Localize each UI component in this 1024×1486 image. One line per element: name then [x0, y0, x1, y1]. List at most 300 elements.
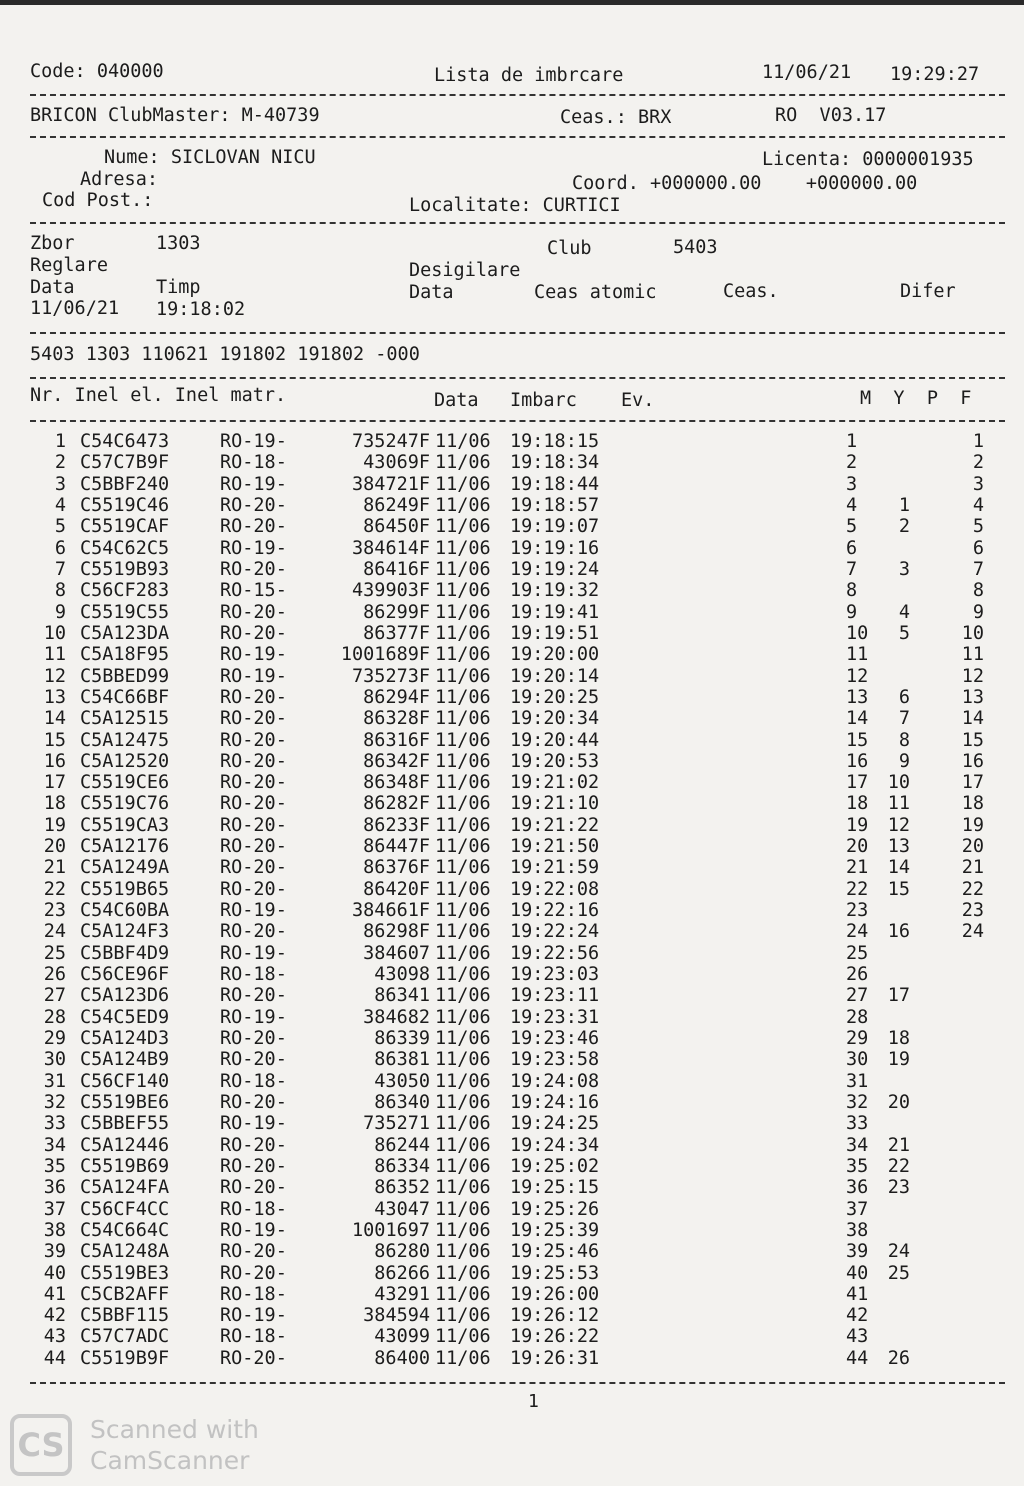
- ring-prefix: RO-19-: [220, 665, 287, 687]
- col-f: 3: [972, 473, 984, 495]
- electronic-ring: C5A12475: [80, 729, 170, 751]
- row-number: 44: [43, 1347, 66, 1369]
- table-row: [0, 1326, 1024, 1347]
- row-date: 11/06: [435, 665, 491, 687]
- row-time: 19:21:10: [510, 793, 600, 815]
- table-row: [0, 1284, 1024, 1305]
- ring-number: 86377F: [363, 622, 430, 644]
- ring-prefix: RO-20-: [220, 857, 287, 879]
- col-m: 29: [846, 1028, 869, 1049]
- col-m: 31: [846, 1070, 869, 1092]
- row-time: 19:21:02: [510, 772, 600, 794]
- ring-prefix: RO-20-: [220, 1347, 287, 1369]
- col-m: 12: [846, 665, 869, 687]
- electronic-ring: C5A12446: [80, 1134, 170, 1156]
- col-f: 4: [972, 495, 984, 516]
- column-header-left: Nr. Inel el. Inel matr.: [30, 385, 287, 406]
- table-row: [0, 580, 1024, 601]
- ring-number: 384594: [363, 1305, 430, 1327]
- table-row: [0, 623, 1024, 644]
- ring-number: 384721F: [352, 473, 430, 495]
- row-date: 11/06: [435, 473, 491, 495]
- row-time: 19:22:56: [510, 942, 600, 964]
- col-f: 10: [961, 622, 984, 644]
- ring-prefix: RO-20-: [220, 750, 287, 772]
- table-row: [0, 793, 1024, 814]
- electronic-ring: C5A12520: [80, 750, 170, 772]
- electronic-ring: C5A1249A: [80, 857, 170, 879]
- table-row: [0, 1028, 1024, 1049]
- row-number: 40: [43, 1262, 66, 1284]
- col-y: 22: [887, 1155, 910, 1177]
- clubmaster-id: BRICON ClubMaster: M-40739: [30, 105, 320, 126]
- row-date: 11/06: [435, 1262, 491, 1284]
- col-y: 13: [887, 836, 910, 858]
- table-row: [0, 943, 1024, 964]
- ring-number: 43098: [374, 964, 430, 985]
- row-number: 16: [43, 750, 66, 772]
- row-number: 43: [43, 1326, 66, 1348]
- table-row: [0, 879, 1024, 900]
- col-m: 20: [846, 836, 869, 858]
- print-date: 11/06/21: [762, 62, 852, 83]
- row-number: 21: [43, 857, 66, 879]
- zbor-label: Zbor: [30, 233, 75, 254]
- electronic-ring: C5519B93: [80, 558, 170, 580]
- row-time: 19:24:08: [510, 1070, 600, 1092]
- row-date: 11/06: [435, 1070, 491, 1092]
- row-time: 19:25:02: [510, 1155, 600, 1177]
- club-value: 5403: [673, 237, 718, 258]
- ring-number: 86299F: [363, 601, 430, 623]
- col-f: 17: [961, 772, 984, 794]
- col-m: 15: [846, 729, 869, 751]
- ring-number: 86249F: [363, 495, 430, 516]
- col-m: 34: [846, 1134, 869, 1156]
- row-number: 1: [54, 431, 66, 452]
- col-y: 1: [898, 495, 910, 516]
- row-time: 19:20:25: [510, 686, 600, 708]
- row-number: 33: [43, 1113, 66, 1135]
- col-m: 22: [846, 878, 869, 900]
- ring-number: 735273F: [352, 665, 430, 687]
- table-row: [0, 1348, 1024, 1369]
- electronic-ring: C5A12515: [80, 708, 170, 730]
- col-f: 14: [961, 708, 984, 730]
- ring-number: 86400: [374, 1347, 430, 1369]
- table-row: [0, 921, 1024, 942]
- camscanner-logo-icon: [10, 1414, 72, 1476]
- col-m: 9: [846, 601, 858, 623]
- row-date: 11/06: [435, 1006, 491, 1028]
- reglare-date: 11/06/21: [30, 298, 120, 319]
- ring-prefix: RO-20-: [220, 1091, 287, 1113]
- row-date: 11/06: [435, 452, 491, 474]
- table-row: [0, 474, 1024, 495]
- table-row: [0, 687, 1024, 708]
- ring-number: 86298F: [363, 921, 430, 943]
- row-time: 19:26:31: [510, 1347, 600, 1369]
- col-m: 44: [846, 1347, 869, 1369]
- col-m: 16: [846, 750, 869, 772]
- row-date: 11/06: [435, 1198, 491, 1220]
- ring-number: 86447F: [363, 836, 430, 858]
- row-date: 11/06: [435, 580, 491, 602]
- col-m: 28: [846, 1006, 869, 1028]
- col-f: 9: [972, 601, 984, 623]
- row-date: 11/06: [435, 431, 491, 452]
- ring-number: 735247F: [352, 431, 430, 452]
- row-date: 11/06: [435, 558, 491, 580]
- column-header-imbarc: Imbarc: [510, 390, 577, 411]
- ring-prefix: RO-19-: [220, 900, 287, 921]
- ring-number: 86342F: [363, 750, 430, 772]
- col-y: 26: [887, 1347, 910, 1369]
- ceas-atomic-label: Ceas atomic: [534, 282, 657, 303]
- col-m: 35: [846, 1155, 869, 1177]
- row-date: 11/06: [435, 1305, 491, 1327]
- row-number: 37: [43, 1198, 66, 1220]
- col-y: 11: [887, 793, 910, 815]
- row-date: 11/06: [435, 964, 491, 985]
- ring-prefix: RO-20-: [220, 558, 287, 580]
- col-y: 19: [887, 1049, 910, 1071]
- row-date: 11/06: [435, 1326, 491, 1348]
- row-time: 19:22:24: [510, 921, 600, 943]
- version-label: RO V03.17: [775, 105, 887, 126]
- table-row: [0, 815, 1024, 836]
- ring-number: 43099: [374, 1326, 430, 1348]
- ring-number: 86328F: [363, 708, 430, 730]
- ring-number: 86381: [374, 1049, 430, 1071]
- ring-number: 86348F: [363, 772, 430, 794]
- row-time: 19:26:22: [510, 1326, 600, 1348]
- col-m: 3: [846, 473, 858, 495]
- row-date: 11/06: [435, 516, 491, 538]
- col-y: 24: [887, 1241, 910, 1263]
- table-row: [0, 708, 1024, 729]
- ring-prefix: RO-19-: [220, 1113, 287, 1135]
- ring-prefix: RO-20-: [220, 878, 287, 900]
- col-f: 7: [972, 558, 984, 580]
- col-m: 11: [846, 644, 869, 666]
- col-y: 4: [898, 601, 910, 623]
- row-number: 35: [43, 1155, 66, 1177]
- row-time: 19:25:26: [510, 1198, 600, 1220]
- table-row: [0, 900, 1024, 921]
- timp-label: Timp: [156, 277, 201, 298]
- table-row: [0, 516, 1024, 537]
- table-row: [0, 1241, 1024, 1262]
- postal-code-label: Cod Post.:: [42, 190, 154, 211]
- electronic-ring: C5519C76: [80, 793, 170, 815]
- col-f: 11: [961, 644, 984, 666]
- ring-number: 86233F: [363, 814, 430, 836]
- electronic-ring: C5A124FA: [80, 1177, 170, 1199]
- electronic-ring: C56CF140: [80, 1070, 170, 1092]
- ring-number: 86280: [374, 1241, 430, 1263]
- col-f: 13: [961, 686, 984, 708]
- ring-prefix: RO-20-: [220, 985, 287, 1007]
- row-date: 11/06: [435, 878, 491, 900]
- table-row: [0, 1049, 1024, 1070]
- electronic-ring: C5519B69: [80, 1155, 170, 1177]
- ring-number: 384607: [363, 942, 430, 964]
- row-date: 11/06: [435, 644, 491, 666]
- reglare-time: 19:18:02: [156, 299, 246, 320]
- table-row: [0, 964, 1024, 985]
- table-row: [0, 772, 1024, 793]
- col-m: 33: [846, 1113, 869, 1135]
- col-m: 7: [846, 558, 858, 580]
- data-label: Data: [30, 277, 75, 298]
- ring-prefix: RO-20-: [220, 1177, 287, 1199]
- camscanner-watermark: [90, 1414, 259, 1476]
- row-date: 11/06: [435, 729, 491, 751]
- ring-prefix: RO-20-: [220, 1241, 287, 1263]
- col-f: 15: [961, 729, 984, 751]
- ring-number: 439903F: [352, 580, 430, 602]
- electronic-ring: C5A18F95: [80, 644, 170, 666]
- col-f: 16: [961, 750, 984, 772]
- row-time: 19:25:53: [510, 1262, 600, 1284]
- row-number: 42: [43, 1305, 66, 1327]
- row-date: 11/06: [435, 1028, 491, 1049]
- row-time: 19:26:12: [510, 1305, 600, 1327]
- ring-number: 86352: [374, 1177, 430, 1199]
- electronic-ring: C5A123D6: [80, 985, 170, 1007]
- col-m: 32: [846, 1091, 869, 1113]
- col-y: 14: [887, 857, 910, 879]
- col-y: 9: [898, 750, 910, 772]
- row-number: 12: [43, 665, 66, 687]
- table-row: [0, 1220, 1024, 1241]
- ring-prefix: RO-20-: [220, 1155, 287, 1177]
- ring-number: 86282F: [363, 793, 430, 815]
- row-time: 19:19:51: [510, 622, 600, 644]
- col-f: 6: [972, 537, 984, 559]
- licence-number: Licenta: 0000001935: [762, 149, 974, 170]
- col-m: 6: [846, 537, 858, 559]
- col-m: 36: [846, 1177, 869, 1199]
- row-time: 19:23:31: [510, 1006, 600, 1028]
- row-time: 19:19:32: [510, 580, 600, 602]
- col-m: 43: [846, 1326, 869, 1348]
- col-m: 23: [846, 900, 869, 921]
- ring-prefix: RO-18-: [220, 452, 287, 474]
- electronic-ring: C5519B65: [80, 878, 170, 900]
- table-row: [0, 1092, 1024, 1113]
- row-number: 26: [43, 964, 66, 985]
- electronic-ring: C56CE96F: [80, 964, 170, 985]
- col-y: 6: [898, 686, 910, 708]
- electronic-ring: C5BBED99: [80, 665, 170, 687]
- col-m: 21: [846, 857, 869, 879]
- ring-number: 86416F: [363, 558, 430, 580]
- ring-prefix: RO-20-: [220, 1049, 287, 1071]
- electronic-ring: C5519CAF: [80, 516, 170, 538]
- table-row: [0, 751, 1024, 772]
- row-time: 19:26:00: [510, 1283, 600, 1305]
- row-number: 18: [43, 793, 66, 815]
- row-date: 11/06: [435, 1283, 491, 1305]
- ring-number: 86334: [374, 1155, 430, 1177]
- electronic-ring: C54C66BF: [80, 686, 170, 708]
- print-time: 19:29:27: [890, 64, 980, 85]
- row-number: 38: [43, 1219, 66, 1241]
- ring-prefix: RO-20-: [220, 729, 287, 751]
- table-row: [0, 602, 1024, 623]
- divider: [30, 136, 1005, 138]
- ring-number: 86339: [374, 1028, 430, 1049]
- col-m: 39: [846, 1241, 869, 1263]
- row-number: 22: [43, 878, 66, 900]
- electronic-ring: C54C5ED9: [80, 1006, 170, 1028]
- ceas-label: Ceas.: BRX: [560, 107, 672, 128]
- electronic-ring: C5A12176: [80, 836, 170, 858]
- row-time: 19:21:50: [510, 836, 600, 858]
- col-m: 27: [846, 985, 869, 1007]
- row-number: 36: [43, 1177, 66, 1199]
- col-m: 5: [846, 516, 858, 538]
- electronic-ring: C5CB2AFF: [80, 1283, 170, 1305]
- electronic-ring: C5BBF4D9: [80, 942, 170, 964]
- row-date: 11/06: [435, 601, 491, 623]
- row-date: 11/06: [435, 836, 491, 858]
- row-number: 20: [43, 836, 66, 858]
- ring-number: 86376F: [363, 857, 430, 879]
- ring-number: 43291: [374, 1283, 430, 1305]
- row-time: 19:21:59: [510, 857, 600, 879]
- electronic-ring: C5519C55: [80, 601, 170, 623]
- row-time: 19:24:34: [510, 1134, 600, 1156]
- ring-prefix: RO-20-: [220, 601, 287, 623]
- table-row: [0, 495, 1024, 516]
- ring-prefix: RO-19-: [220, 1006, 287, 1028]
- ring-prefix: RO-18-: [220, 1070, 287, 1092]
- row-number: 3: [54, 473, 66, 495]
- ring-prefix: RO-20-: [220, 814, 287, 836]
- ring-number: 43050: [374, 1070, 430, 1092]
- col-y: 12: [887, 814, 910, 836]
- electronic-ring: C54C664C: [80, 1219, 170, 1241]
- row-date: 11/06: [435, 793, 491, 815]
- divider: [30, 420, 1005, 422]
- electronic-ring: C56CF4CC: [80, 1198, 170, 1220]
- table-row: [0, 1135, 1024, 1156]
- column-header-right: M Y P F: [860, 388, 972, 409]
- col-f: 21: [961, 857, 984, 879]
- row-time: 19:20:00: [510, 644, 600, 666]
- row-date: 11/06: [435, 537, 491, 559]
- table-row: [0, 836, 1024, 857]
- row-time: 19:19:16: [510, 537, 600, 559]
- ring-prefix: RO-19-: [220, 1305, 287, 1327]
- col-y: 5: [898, 622, 910, 644]
- row-date: 11/06: [435, 1155, 491, 1177]
- col-m: 40: [846, 1262, 869, 1284]
- col-m: 37: [846, 1198, 869, 1220]
- row-date: 11/06: [435, 1177, 491, 1199]
- electronic-ring: C57C7B9F: [80, 452, 170, 474]
- col-f: 23: [961, 900, 984, 921]
- ring-prefix: RO-20-: [220, 1028, 287, 1049]
- divider: [30, 222, 1005, 224]
- electronic-ring: C5A124B9: [80, 1049, 170, 1071]
- ring-number: 384614F: [352, 537, 430, 559]
- row-time: 19:22:16: [510, 900, 600, 921]
- col-y: 8: [898, 729, 910, 751]
- col-y: 15: [887, 878, 910, 900]
- col-f: 1: [972, 431, 984, 452]
- col-m: 19: [846, 814, 869, 836]
- col-m: 38: [846, 1219, 869, 1241]
- ring-prefix: RO-19-: [220, 473, 287, 495]
- col-m: 18: [846, 793, 869, 815]
- code-label: Code: 040000: [30, 61, 164, 82]
- electronic-ring: C5BBF115: [80, 1305, 170, 1327]
- row-time: 19:25:46: [510, 1241, 600, 1263]
- col-f: 20: [961, 836, 984, 858]
- row-number: 15: [43, 729, 66, 751]
- col-m: 41: [846, 1283, 869, 1305]
- col-y: 18: [887, 1028, 910, 1049]
- table-row: [0, 857, 1024, 878]
- row-number: 14: [43, 708, 66, 730]
- ceas-col-label: Ceas.: [723, 281, 779, 302]
- row-date: 11/06: [435, 750, 491, 772]
- col-f: 12: [961, 665, 984, 687]
- row-time: 19:24:25: [510, 1113, 600, 1135]
- col-m: 2: [846, 452, 858, 474]
- column-header-ev: Ev.: [621, 390, 655, 411]
- watermark-line-1: Scanned with: [90, 1415, 259, 1444]
- electronic-ring: C56CF283: [80, 580, 170, 602]
- document-title: Lista de imbrcare: [434, 65, 624, 86]
- ring-prefix: RO-20-: [220, 1134, 287, 1156]
- col-f: 2: [972, 452, 984, 474]
- electronic-ring: C5BBEF55: [80, 1113, 170, 1135]
- table-row: [0, 1071, 1024, 1092]
- row-time: 19:20:14: [510, 665, 600, 687]
- col-f: 24: [961, 921, 984, 943]
- row-number: 29: [43, 1028, 66, 1049]
- row-time: 19:20:44: [510, 729, 600, 751]
- row-date: 11/06: [435, 1241, 491, 1263]
- row-number: 34: [43, 1134, 66, 1156]
- data2-label: Data: [409, 282, 454, 303]
- electronic-ring: C5A124F3: [80, 921, 170, 943]
- row-date: 11/06: [435, 921, 491, 943]
- row-time: 19:24:16: [510, 1091, 600, 1113]
- col-y: 16: [887, 921, 910, 943]
- ring-number: 86340: [374, 1091, 430, 1113]
- ring-prefix: RO-20-: [220, 495, 287, 516]
- col-y: 3: [898, 558, 910, 580]
- row-number: 23: [43, 900, 66, 921]
- electronic-ring: C5A123DA: [80, 622, 170, 644]
- electronic-ring: C5A1248A: [80, 1241, 170, 1263]
- electronic-ring: C5519C46: [80, 495, 170, 516]
- row-date: 11/06: [435, 857, 491, 879]
- row-number: 30: [43, 1049, 66, 1071]
- row-date: 11/06: [435, 1134, 491, 1156]
- ring-number: 86420F: [363, 878, 430, 900]
- ring-number: 86266: [374, 1262, 430, 1284]
- table-row: [0, 538, 1024, 559]
- flight-summary: 5403 1303 110621 191802 191802 -000: [30, 344, 420, 365]
- row-number: 5: [54, 516, 66, 538]
